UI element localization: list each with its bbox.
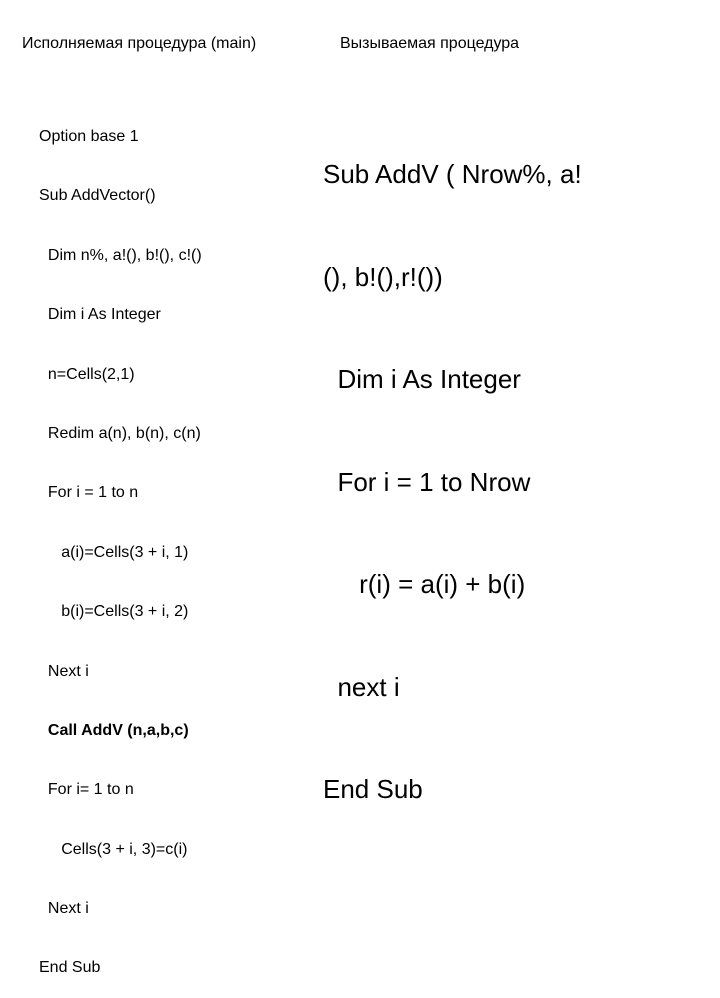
- code-line: Sub AddV ( Nrow%, a!: [323, 159, 582, 189]
- code-line: b(i)=Cells(3 + i, 2): [39, 603, 189, 621]
- called-procedure-code: [323, 92, 703, 841]
- code-line: Option base 1: [39, 128, 139, 145]
- code-line: a(i)=Cells(3 + i, 1): [39, 543, 189, 561]
- code-line: (), b!(),r!()): [323, 261, 443, 292]
- called-procedure-heading: Вызываемая процедура: [340, 35, 520, 52]
- code-line: For i= 1 to n: [39, 781, 134, 799]
- code-line: Dim i As Integer: [39, 306, 161, 324]
- code-line: End Sub: [323, 774, 423, 804]
- code-line: Dim i As Integer: [323, 364, 521, 394]
- main-procedure-code: [39, 89, 309, 998]
- code-line: next i: [323, 671, 400, 702]
- code-line: Sub AddVector(): [39, 187, 156, 205]
- call-statement-line: Call AddV (n,a,b,c): [39, 721, 189, 739]
- code-line: r(i) = a(i) + b(i): [323, 569, 526, 599]
- code-line: Redim a(n), b(n), c(n): [39, 424, 201, 442]
- code-line: n=Cells(2,1): [39, 365, 135, 383]
- code-line: Cells(3 + i, 3)=c(i): [39, 840, 188, 858]
- code-line: Next i: [39, 662, 89, 680]
- main-procedure-heading: Исполняемая процедура (main): [22, 35, 257, 52]
- code-line: End Sub: [39, 959, 101, 977]
- code-line: Next i: [39, 900, 89, 918]
- code-line: For i = 1 to n: [39, 484, 139, 502]
- code-line: For i = 1 to Nrow: [323, 466, 531, 497]
- code-line: Dim n%, a!(), b!(), c!(): [39, 246, 202, 264]
